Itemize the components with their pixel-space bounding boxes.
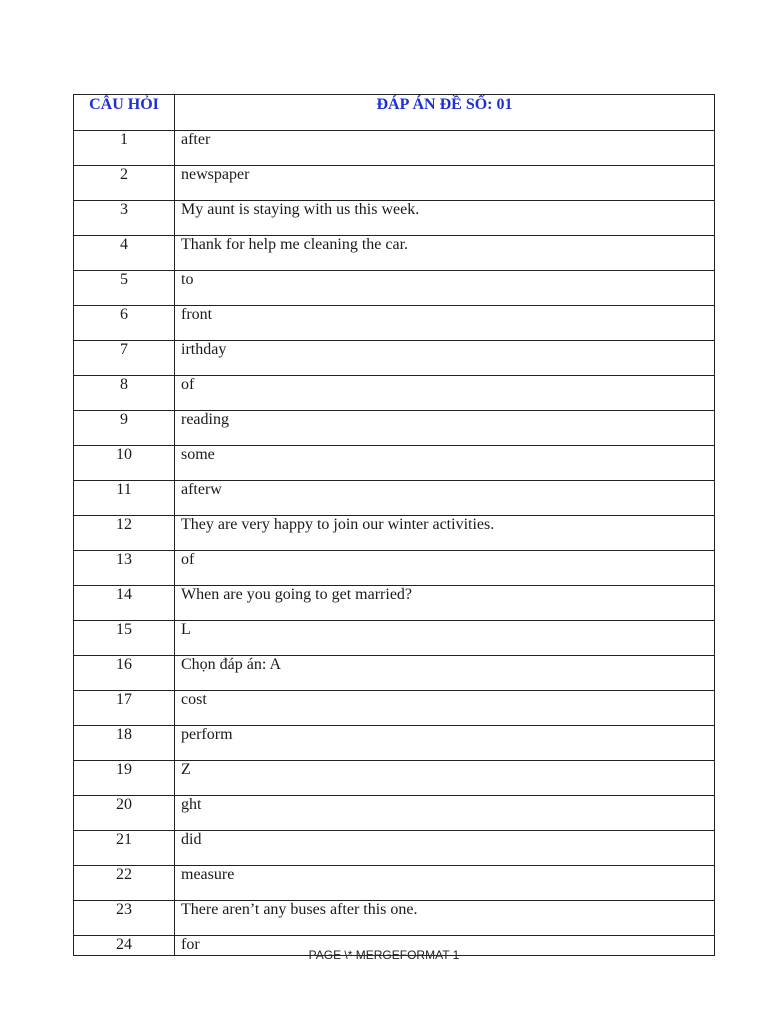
- table-row: [74, 271, 715, 306]
- table-row: [74, 201, 715, 236]
- table-row: [74, 166, 715, 201]
- answer-text: They are very happy to join our winter activities.: [175, 516, 715, 551]
- table-row: [74, 411, 715, 446]
- answer-text: some: [175, 446, 715, 481]
- question-number: 1: [74, 131, 175, 166]
- table-row: [74, 691, 715, 726]
- table-row: [74, 761, 715, 796]
- question-number: 6: [74, 306, 175, 341]
- question-number: 17: [74, 691, 175, 726]
- table-row: [74, 341, 715, 376]
- question-number: 5: [74, 271, 175, 306]
- answer-text: afterw: [175, 481, 715, 516]
- question-number: 22: [74, 866, 175, 901]
- question-number: 7: [74, 341, 175, 376]
- question-number: 10: [74, 446, 175, 481]
- answer-text: for: [175, 936, 715, 956]
- table-row: [74, 551, 715, 586]
- question-number: 21: [74, 831, 175, 866]
- question-number: 12: [74, 516, 175, 551]
- table-row: [74, 796, 715, 831]
- answer-text: front: [175, 306, 715, 341]
- table-row: [74, 236, 715, 271]
- answer-text: Thank for help me cleaning the car.: [175, 236, 715, 271]
- table-header-row: [74, 95, 715, 131]
- answer-key-table: [73, 94, 715, 956]
- answer-text: L: [175, 621, 715, 656]
- table-row: [74, 446, 715, 481]
- question-number: 3: [74, 201, 175, 236]
- answer-text: reading: [175, 411, 715, 446]
- table-row: [74, 131, 715, 166]
- table-row: [74, 726, 715, 761]
- table-row: [74, 481, 715, 516]
- table-row: [74, 831, 715, 866]
- table-row: [74, 621, 715, 656]
- header-question: CÂU HỎI: [74, 95, 175, 131]
- answer-text: did: [175, 831, 715, 866]
- answer-text: of: [175, 551, 715, 586]
- answer-text: of: [175, 376, 715, 411]
- question-number: 23: [74, 901, 175, 936]
- question-number: 20: [74, 796, 175, 831]
- answer-text: after: [175, 131, 715, 166]
- table-row: [74, 901, 715, 936]
- question-number: 14: [74, 586, 175, 621]
- question-number: 15: [74, 621, 175, 656]
- table-row: [74, 306, 715, 341]
- answer-text: There aren’t any buses after this one.: [175, 901, 715, 936]
- question-number: 24: [74, 936, 175, 956]
- table-row: [74, 376, 715, 411]
- answer-text: Z: [175, 761, 715, 796]
- answer-text: When are you going to get married?: [175, 586, 715, 621]
- question-number: 8: [74, 376, 175, 411]
- question-number: 4: [74, 236, 175, 271]
- answer-rows: [74, 131, 715, 956]
- answer-text: irthday: [175, 341, 715, 376]
- page-footer: PAGE \* MERGEFORMAT 1: [308, 948, 460, 962]
- answer-text: to: [175, 271, 715, 306]
- table-row: [74, 586, 715, 621]
- header-answer: ĐÁP ÁN ĐỀ SỐ: 01: [175, 95, 715, 131]
- answer-text: measure: [175, 866, 715, 901]
- answer-text: ght: [175, 796, 715, 831]
- answer-text: newspaper: [175, 166, 715, 201]
- question-number: 11: [74, 481, 175, 516]
- question-number: 16: [74, 656, 175, 691]
- question-number: 13: [74, 551, 175, 586]
- answer-text: cost: [175, 691, 715, 726]
- table-row: [74, 656, 715, 691]
- question-number: 2: [74, 166, 175, 201]
- question-number: 9: [74, 411, 175, 446]
- question-number: 19: [74, 761, 175, 796]
- answer-text: My aunt is staying with us this week.: [175, 201, 715, 236]
- question-number: 18: [74, 726, 175, 761]
- table-row: [74, 866, 715, 901]
- answer-text: Chọn đáp án: A: [175, 656, 715, 691]
- answer-text: perform: [175, 726, 715, 761]
- table-row: [74, 516, 715, 551]
